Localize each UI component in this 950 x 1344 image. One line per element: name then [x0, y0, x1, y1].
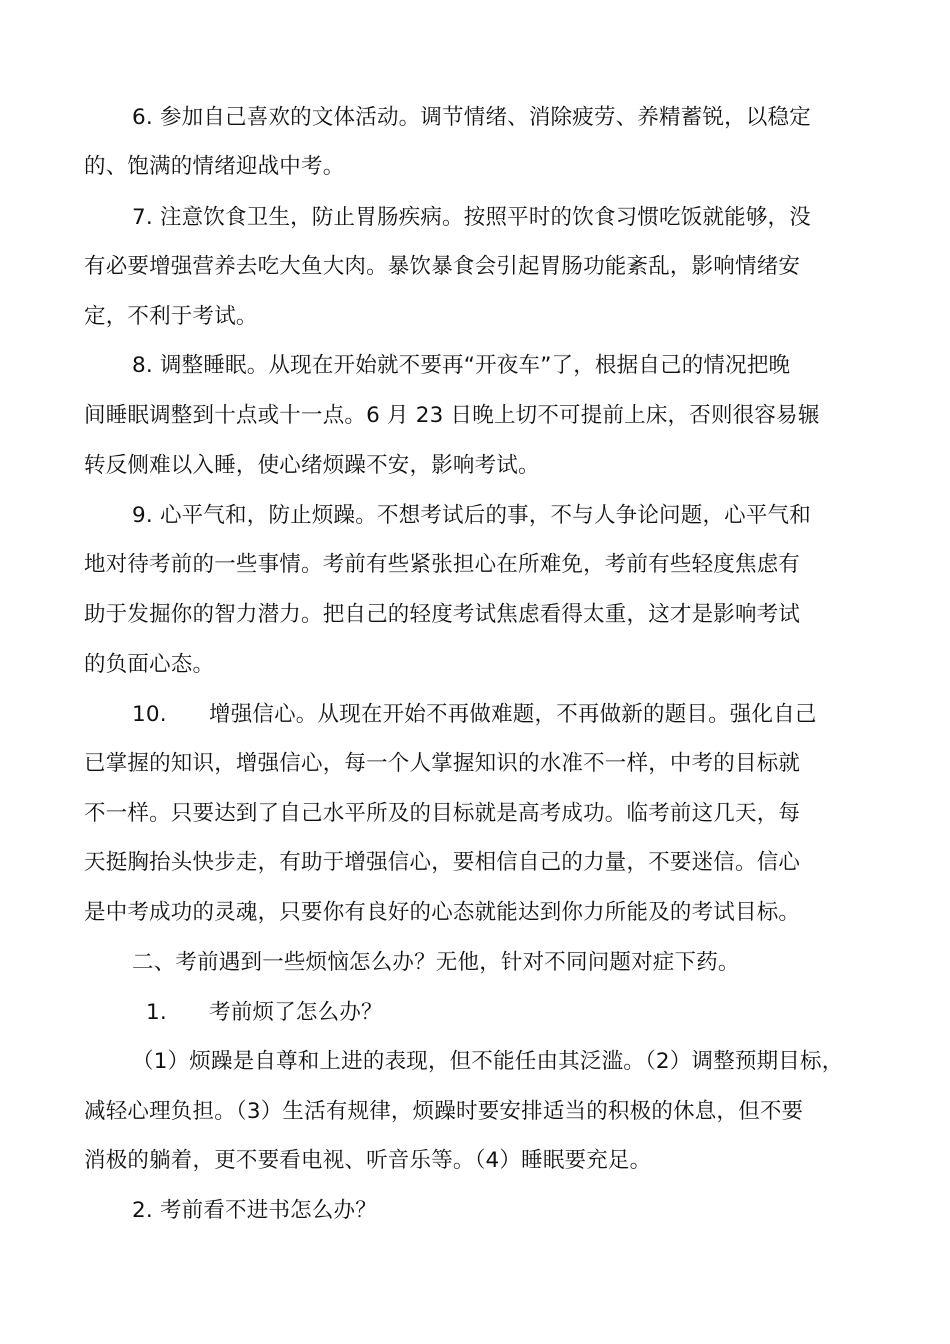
paragraph-7-line-1: 7. 注意饮食卫生，防止胃肠疾病。按照平时的饮食习惯吃饭就能够，没 [132, 205, 811, 230]
paragraph-9-line-2: 地对待考前的一些事情。考前有些紧张担心在所难免，考前有些轻度焦虑有 [84, 552, 801, 577]
paragraph-9-line-3: 助于发掘你的智力潜力。把自己的轻度考试焦虑看得太重，这才是影响考试 [84, 602, 801, 627]
subparagraph-1-line-1: （1）烦躁是自尊和上进的表现，但不能任由其泛滥。（2）调整预期目标， [132, 1049, 844, 1074]
paragraph-10-line-2: 已掌握的知识，增强信心，每一个人掌握知识的水准不一样，中考的目标就 [84, 751, 801, 776]
paragraph-10-line-5: 是中考成功的灵魂，只要你有良好的心态就能达到你力所能及的考试目标。 [84, 900, 801, 925]
paragraph-6-line-2: 的、饱满的情绪迎战中考。 [84, 154, 345, 179]
paragraph-8-line-3: 转反侧难以入睡，使心绪烦躁不安，影响考试。 [84, 453, 540, 478]
paragraph-9-line-1: 9. 心平气和，防止烦躁。不想考试后的事，不与人争论问题，心平气和 [132, 503, 811, 528]
paragraph-8-line-1: 8. 调整睡眠。从现在开始就不要再“开夜车”了，根据自己的情况把晚 [132, 353, 791, 378]
paragraph-10-line-1: 10. 增强信心。从现在开始不再做难题，不再做新的题目。强化自己 [132, 702, 817, 727]
paragraph-7-line-2: 有必要增强营养去吃大鱼大肉。暴饮暴食会引起胃肠功能紊乱，影响情绪安 [84, 254, 801, 279]
paragraph-6-line-1: 6. 参加自己喜欢的文体活动。调节情绪、消除疲劳、养精蓄锐，以稳定 [132, 105, 811, 130]
subparagraph-1-line-2: 减轻心理负担。（3）生活有规律，烦躁时要安排适当的积极的休息，但不要 [84, 1099, 804, 1124]
paragraph-7-line-3: 定，不利于考试。 [84, 304, 258, 329]
subheading-1: 1. 考前烦了怎么办？ [146, 1000, 383, 1025]
paragraph-10-line-4: 天挺胸抬头快步走，有助于增强信心，要相信自己的力量，不要迷信。信心 [84, 850, 801, 875]
paragraph-9-line-4: 的负面心态。 [84, 652, 215, 677]
section-2-heading: 二、考前遇到一些烦恼怎么办？无他，针对不同问题对症下药。 [132, 950, 740, 975]
subparagraph-1-line-3: 消极的躺着，更不要看电视、听音乐等。（4）睡眠要充足。 [84, 1148, 652, 1173]
subheading-2: 2. 考前看不进书怎么办？ [132, 1198, 377, 1223]
paragraph-8-line-2: 间睡眠调整到十点或十一点。6 月 23 日晚上切不可提前上床，否则很容易辗 [84, 403, 820, 428]
paragraph-10-line-3: 不一样。只要达到了自己水平所及的目标就是高考成功。临考前这几天，每 [84, 801, 801, 826]
